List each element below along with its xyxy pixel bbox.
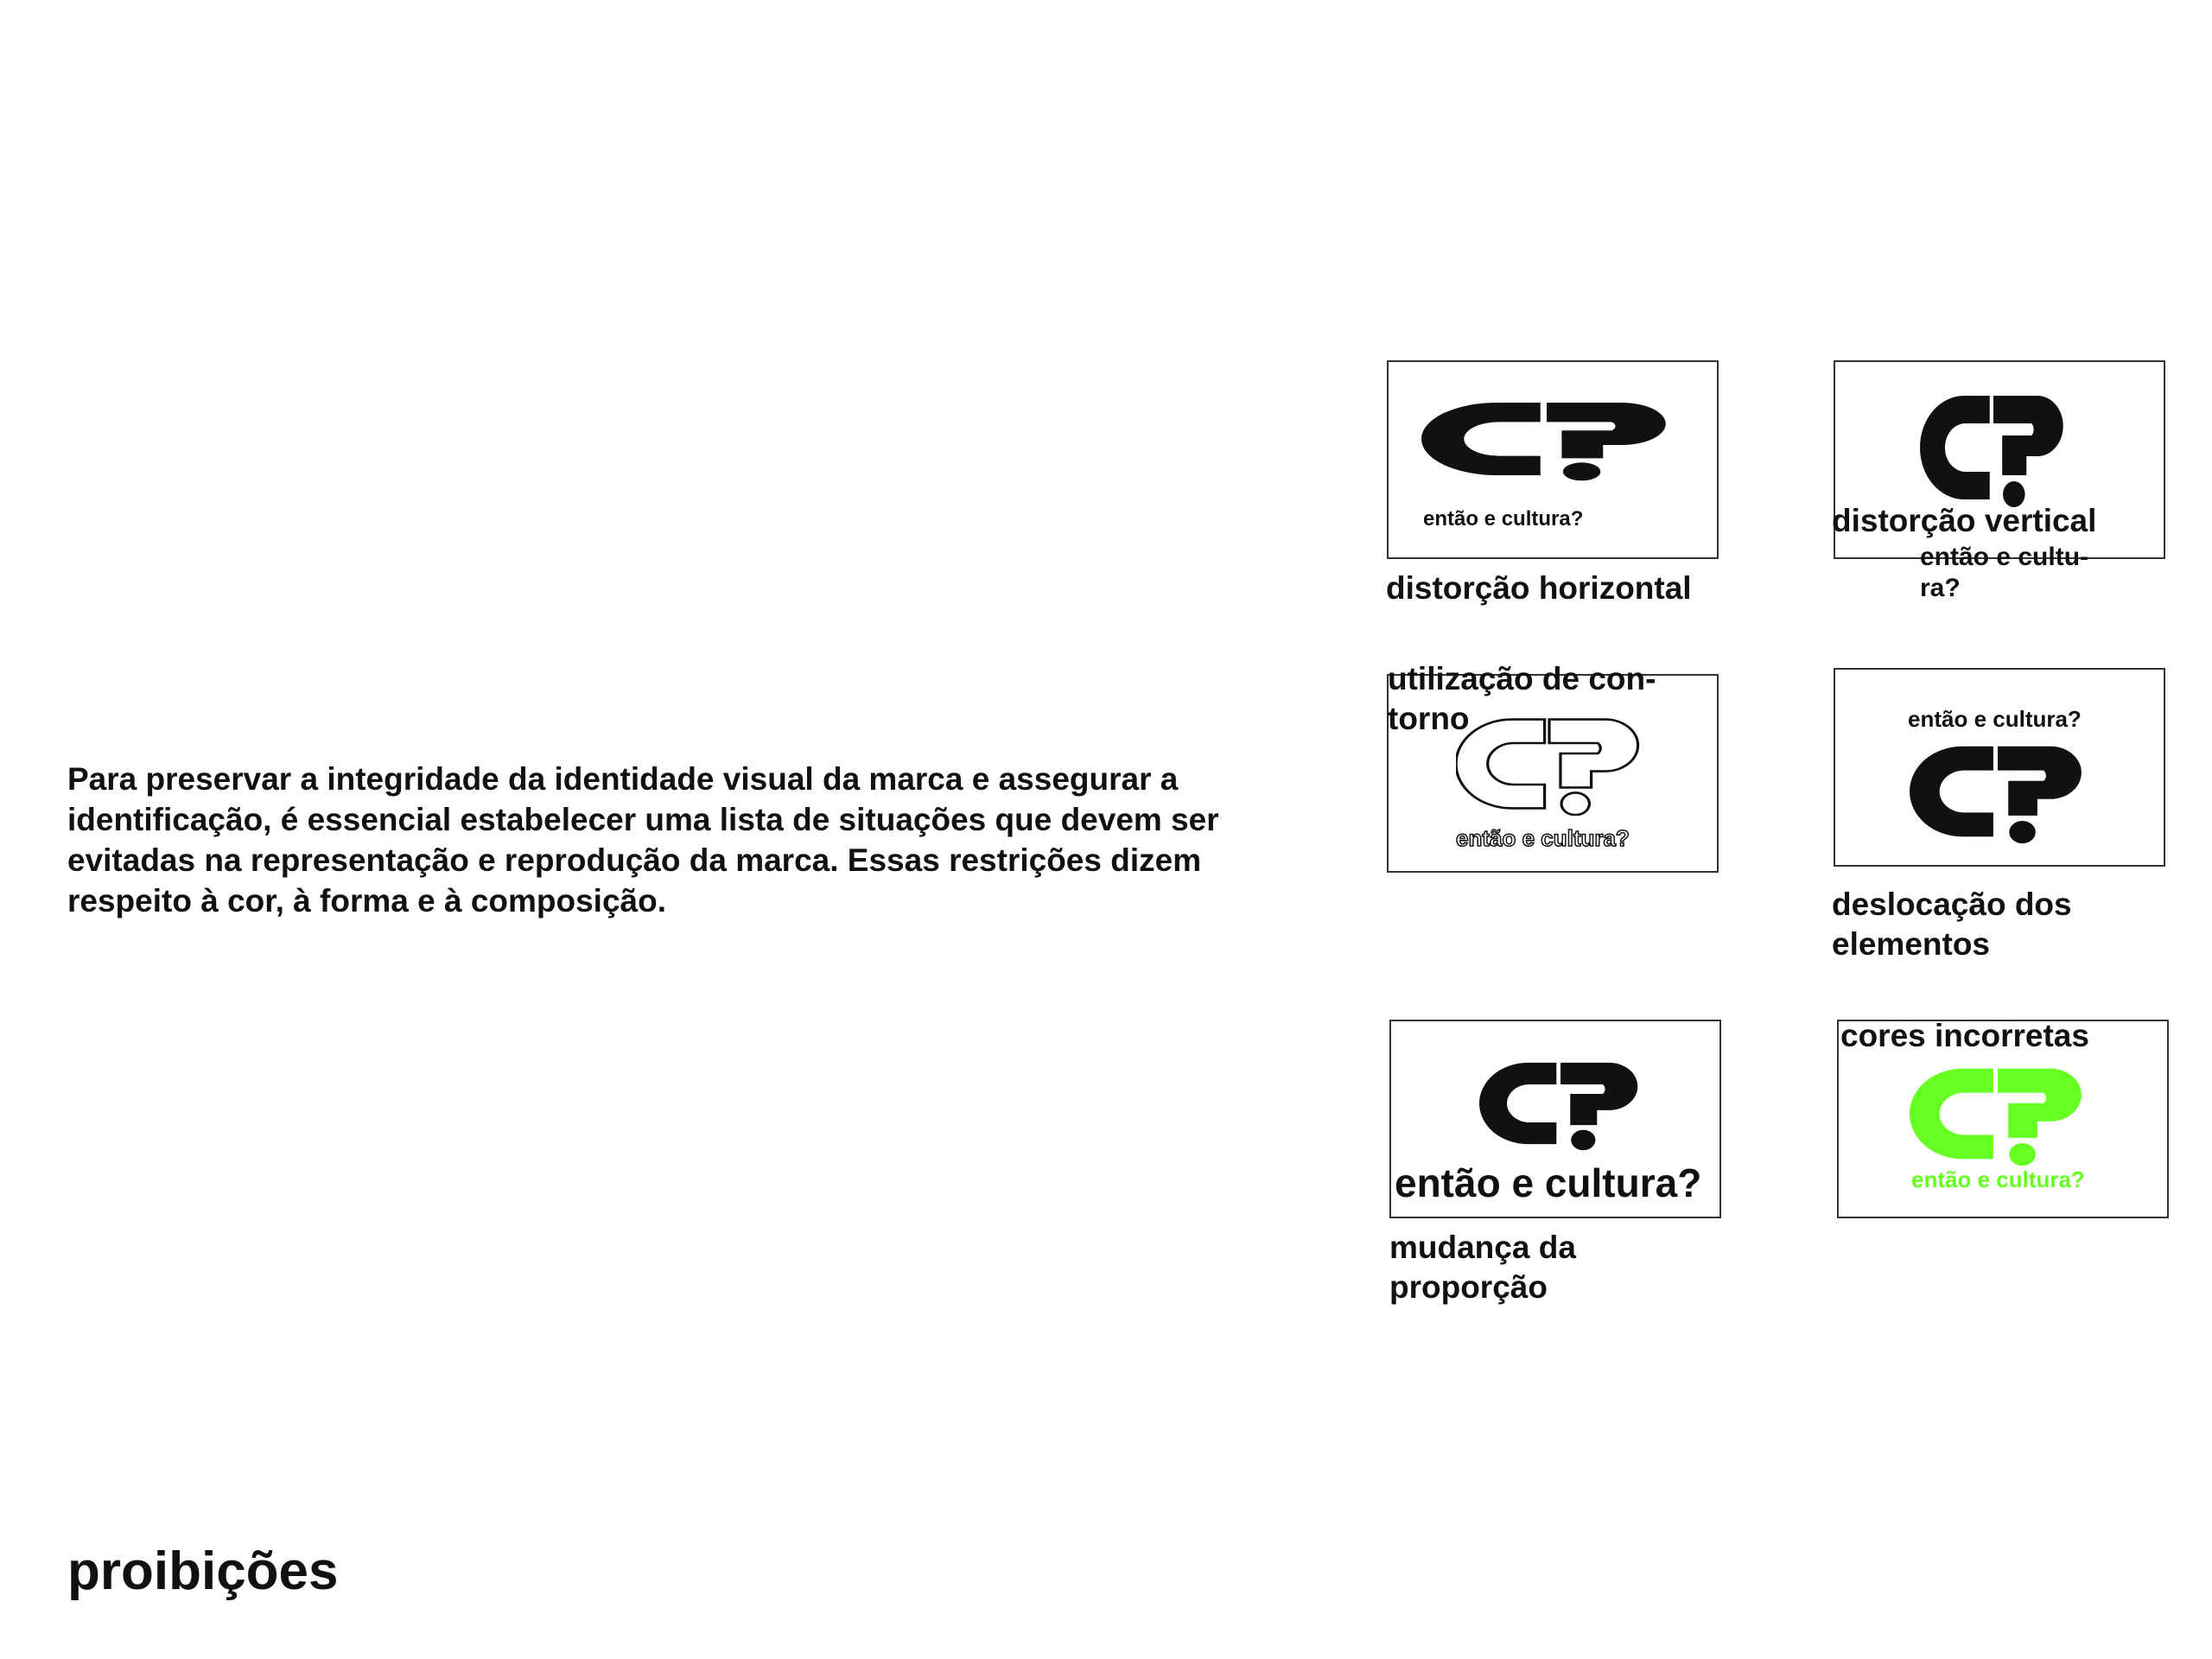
example-card-element-displacement <box>1834 668 2165 867</box>
logo-mark <box>1479 1056 1642 1151</box>
logo-tagline: então e cultura? <box>1908 706 2082 732</box>
example-caption-line2: torno <box>1388 701 1470 736</box>
example-caption-line2: proporção <box>1389 1269 1548 1305</box>
example-caption-line2: elementos <box>1832 926 1991 962</box>
intro-paragraph: Para preservar a integridade da identidade visual da marca e assegurar a identificação, é essencial estabelecer uma lista de situações que devem ser evitadas na representação e reprodução da marca. Essas restrições dizem respeito à cor, à forma e à composição. <box>67 761 1219 918</box>
example-card-proportion-change <box>1389 1020 1721 1218</box>
example-caption-line1: deslocação dos <box>1832 887 2072 922</box>
example-caption-line1: utilização de con- <box>1388 661 1656 696</box>
logo-mark-green <box>1910 1061 2086 1166</box>
logo-tagline-line2: ra? <box>1920 574 1961 602</box>
example-caption: cores incorretas <box>1840 1018 2089 1053</box>
page-title: proibições <box>67 1541 339 1601</box>
logo-tagline-line1: então e cultu- <box>1920 543 2089 571</box>
logo-mark <box>1421 397 1672 481</box>
logo-tagline-outline: então e cultura? <box>1456 825 1630 851</box>
logo-mark <box>1920 387 2067 508</box>
example-card-horizontal-distortion <box>1387 360 1719 559</box>
logo-tagline-green: então e cultura? <box>1911 1166 2085 1192</box>
logo-tagline: então e cultura? <box>1423 507 1584 531</box>
example-caption: distorção vertical <box>1832 503 2097 538</box>
example-caption: distorção horizontal <box>1386 570 1692 606</box>
example-caption-line1: mudança da <box>1389 1230 1576 1265</box>
logo-mark-outline <box>1456 712 1643 816</box>
logo-mark <box>1910 739 2086 844</box>
logo-tagline-enlarged: então e cultura? <box>1395 1160 1702 1205</box>
